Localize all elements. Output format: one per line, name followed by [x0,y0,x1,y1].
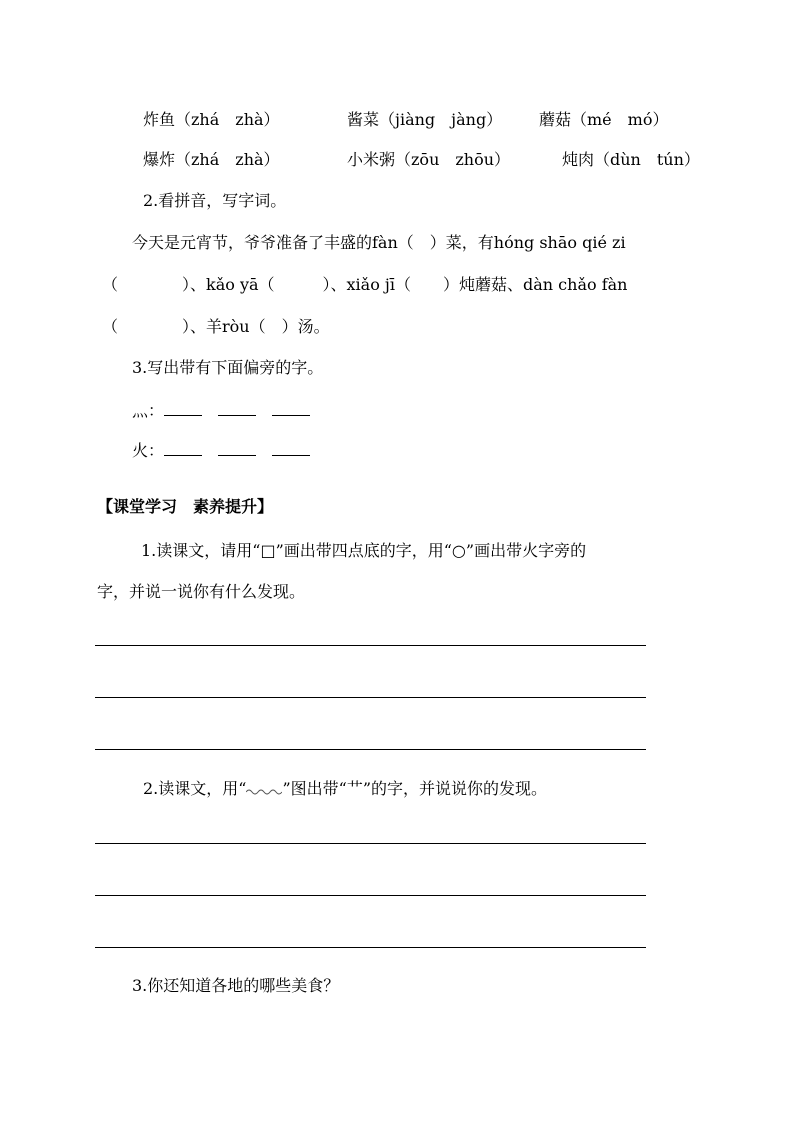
answer-blank[interactable] [164,441,202,456]
study-q3: 3.你还知道各地的哪些美食？ [132,976,340,995]
radical-row-sidian [132,401,326,421]
study-q2 [143,779,547,799]
answer-line[interactable] [95,947,646,948]
answer-blank[interactable] [164,401,202,416]
q2-title: 2.看拼音，写字词。 [143,191,287,210]
study-q1-line-2: 字，并说一说你有什么发现。 [97,582,306,601]
radical-row-huo [132,441,326,461]
wavy-underline-icon [246,786,282,796]
q2-line-3: （ ）、羊ròu（ ）汤。 [102,317,330,336]
q2-line-1: 今天是元宵节，爷爷准备了丰盛的fàn（ ）菜，有hóng shāo qié zi [132,233,626,252]
answer-line[interactable] [95,895,646,896]
answer-blank[interactable] [218,401,256,416]
radical-label: 灬： [132,401,165,420]
answer-blank[interactable] [218,441,256,456]
study-q2-prefix: 2.读课文，用“ [143,779,247,798]
vocab-item-dunrou: 炖肉（dùn tún） [562,150,700,169]
vocab-item-mogu: 蘑菇（mé mó） [539,110,669,129]
answer-line[interactable] [95,749,646,750]
vocab-item-baozha: 爆炸（zhá zhà） [143,150,280,169]
answer-blank[interactable] [272,401,310,416]
vocab-item-xiaomizhou: 小米粥（zōu zhōu） [347,150,511,169]
study-q1-line-1: 1.读课文，请用“□”画出带四点底的字，用“○”画出带火字旁的 [141,541,587,560]
section-heading: 【课堂学习 素养提升】 [97,497,274,516]
q3-title: 3.写出带有下面偏旁的字。 [132,358,324,377]
answer-line[interactable] [95,843,646,844]
answer-line[interactable] [95,645,646,646]
answer-line[interactable] [95,697,646,698]
q2-line-2: （ ）、kǎo yā（ ）、xiǎo jī（ ）炖蘑菇、dàn chǎo fàn [102,275,628,294]
vocab-item-zhayu: 炸鱼（zhá zhà） [143,110,280,129]
study-q2-suffix: ”图出带“艹”的字，并说说你的发现。 [282,779,547,798]
radical-label: 火： [132,441,165,460]
answer-blank[interactable] [272,441,310,456]
vocab-item-jiangcai: 酱菜（jiàng jàng） [347,110,503,129]
